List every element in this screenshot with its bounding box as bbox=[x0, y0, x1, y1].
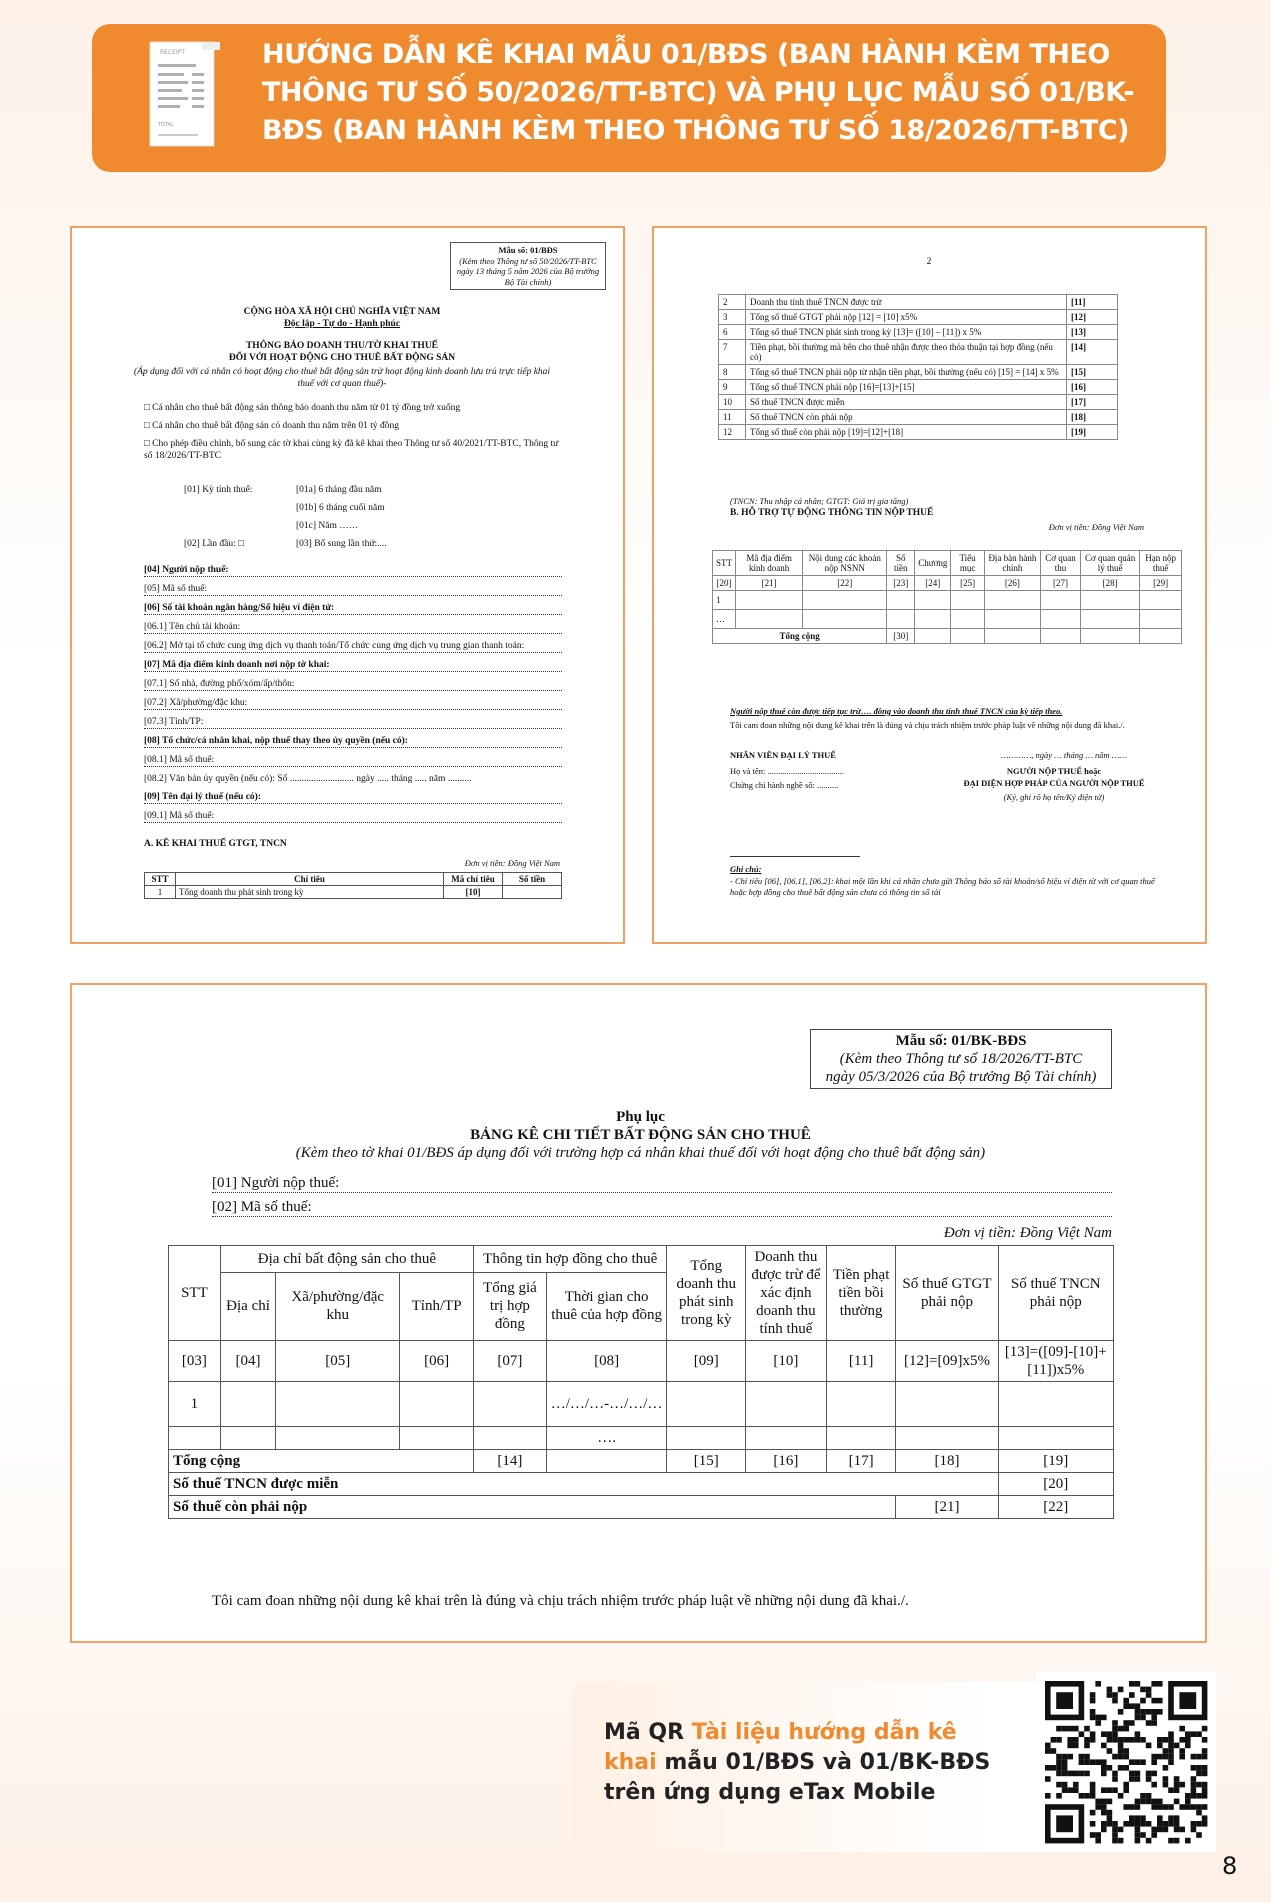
table-row: …. bbox=[169, 1427, 1114, 1450]
qr-highlight: Tài liệu hướng dẫn kê khai bbox=[604, 1720, 957, 1775]
receipt-title: RECEIPT bbox=[160, 49, 185, 56]
signer-line-3: (Ký, ghi rõ họ tên/Ký điện tử) bbox=[1003, 792, 1105, 802]
carry-forward-note: Người nộp thuế còn được tiếp tục trừ…. đồng vào doanh thu tính thuế TNCN của kỳ tiếp theo. bbox=[730, 706, 1063, 716]
republic-heading: CỘNG HÒA XÃ HỘI CHỦ NGHĨA VIỆT NAM bbox=[243, 307, 441, 317]
table-row: 8 Tổng số thuế TNCN phải nộp từ nhận tiền phạt, bồi thường (nếu có) [15] = [14] x 5% [15] bbox=[719, 365, 1118, 380]
field-06-1: [06.1] Tên chủ tài khoản: bbox=[144, 621, 562, 634]
field-07-1: [07.1] Số nhà, đường phố/xóm/ấp/thôn: bbox=[144, 678, 562, 691]
currency-note-2: Đơn vị tiền: Đồng Việt Nam bbox=[1048, 522, 1144, 532]
section-b-table: STT Mã địa điểm kinh doanh Nội dung các khoản nộp NSNN Số tiền Chương Tiểu mục Địa bàn hành chính Cơ quan thu Cơ quan quản lý thuế Hạn nộp thuế [20] [21] [22] [23] [24] [25] [26] [27] [28] [29] 1 … Tổng cộng [30] bbox=[712, 550, 1182, 644]
check-2: □ Cá nhân cho thuê bất động sản có doanh thu năm trên 01 tỷ đồng bbox=[144, 421, 400, 431]
form-page-2 bbox=[652, 226, 1207, 944]
appendix-title: BẢNG KÊ CHI TIẾT BẤT ĐỘNG SẢN CHO THUÊ bbox=[470, 1127, 811, 1143]
table-row: 1 …/…/…-…/…/… bbox=[169, 1382, 1114, 1427]
field-08-1: [08.1] Mã số thuế: bbox=[144, 754, 562, 767]
section-a-table: STT Chỉ tiêu Mã chỉ tiêu Số tiền 1 Tổng doanh thu phát sinh trong kỳ [10] bbox=[144, 872, 562, 899]
field-07-3: [07.3] Tỉnh/TP: bbox=[144, 716, 562, 729]
appendix-form-box: Mẫu số: 01/BK-BĐS (Kèm theo Thông tư số 18/2026/TT-BTC ngày 05/3/2026 của Bộ trưởng Bộ Tài chính) bbox=[810, 1029, 1112, 1089]
form-title-1: THÔNG BÁO DOANH THU/TỜ KHAI THUẾ bbox=[245, 341, 439, 351]
taxpayer-fields bbox=[144, 564, 562, 829]
appendix-table: STT Địa chỉ bất động sản cho thuê Thông tin hợp đồng cho thuê Tổng doanh thu phát sinh trong kỳ Doanh thu được trừ để xác định doanh thu tính thuế Tiền phạt tiền bồi thường Số thuế GTGT phải nộp Số thuế TNCN phải nộp Địa chỉ Xã/phường/đặc khu Tỉnh/TP Tổng giá trị hợp đồng Thời gian cho thuê của hợp đồng [03] [04] [05] [06] [07] [08] [09] [10] [11] [12]=[09]x5% [13]=([09]-[10]+[11])x5% 1 …/…/…-…/…/… …. Tổng cộng [14] [15] [16] [17] [18] [19] Số thuế TNCN được miễn [20] Số thuế còn phải nộp [21] [22] bbox=[168, 1245, 1114, 1519]
field-04: [04] Người nộp thuế: bbox=[144, 564, 562, 577]
table-row: Số thuế còn phải nộp [21] [22] bbox=[169, 1496, 1114, 1519]
appendix-page bbox=[70, 983, 1207, 1643]
appendix-field-01: [01] Người nộp thuế: bbox=[212, 1175, 1112, 1193]
table-row: 7 Tiền phạt, bồi thường mà bên cho thuê nhận được theo thỏa thuận tại hợp đồng (nếu có) [14] bbox=[719, 340, 1118, 365]
first-time: [02] Lần đầu: □ bbox=[184, 539, 244, 549]
notes-text: - Chỉ tiêu [06], [06.1], [06.2]: khai một lần khi cá nhân chưa gửi Thông báo số tài khoản/số hiệu ví điện tử với cơ quan thuế hoặc hợp đồng cho thuê bất động sản chưa có thông tin số tài bbox=[730, 876, 1155, 897]
qr-rest: mẫu 01/BĐS và 01/BK-BĐS trên ứng dụng eTax Mobile bbox=[604, 1750, 991, 1805]
field-06-2: [06.2] Mở tại tổ chức cung ứng dịch vụ thanh toán/Tổ chức cung ứng dịch vụ trung gian thanh toán: bbox=[144, 640, 562, 653]
field-09: [09] Tên đại lý thuế (nếu có): bbox=[144, 791, 562, 804]
notes-title: Ghi chú: bbox=[730, 864, 762, 874]
qr-code-icon[interactable] bbox=[1036, 1672, 1216, 1852]
section-a-table-cont bbox=[718, 294, 1118, 440]
section-a-title: A. KÊ KHAI THUẾ GTGT, TNCN bbox=[144, 839, 287, 849]
agent-cert: Chứng chỉ hành nghề số: .......... bbox=[730, 780, 839, 790]
appendix-field-02: [02] Mã số thuế: bbox=[212, 1199, 1112, 1217]
signer-line-1: NGƯỜI NỘP THUẾ hoặc bbox=[1006, 766, 1102, 776]
table-row: … bbox=[713, 610, 1182, 629]
motto: Độc lập - Tự do - Hạnh phúc bbox=[283, 319, 401, 329]
field-09-1: [09.1] Mã số thuế: bbox=[144, 810, 562, 823]
period-label: [01] Kỳ tính thuế: bbox=[184, 485, 253, 495]
field-08-2: [08.2] Văn bản ủy quyền (nếu có): Số ........................... ngày ..... tháng ..... năm .......... bbox=[144, 774, 472, 784]
abbreviations: (TNCN: Thu nhập cá nhân; GTGT: Giá trị gia tăng) bbox=[730, 496, 909, 506]
appendix-commitment: Tôi cam đoan những nội dung kê khai trên là đúng và chịu trách nhiệm trước pháp luật về những nội dung đã khai./. bbox=[212, 1593, 909, 1609]
qr-label: Mã QR bbox=[604, 1720, 685, 1745]
form-title-2: ĐỐI VỚI HOẠT ĐỘNG CHO THUÊ BẤT ĐỘNG SẢN bbox=[228, 353, 456, 363]
currency-note: Đơn vị tiền: Đồng Việt Nam bbox=[464, 858, 560, 868]
table-row: 3 Tổng số thuế GTGT phải nộp [12] = [10] x5% [12] bbox=[719, 310, 1118, 325]
table-row: 2 Doanh thu tính thuế TNCN được trừ [11] bbox=[719, 295, 1118, 310]
table-row: 11 Số thuế TNCN còn phải nộp [18] bbox=[719, 410, 1118, 425]
receipt-icon bbox=[144, 40, 228, 152]
form-number-box: Mẫu số: 01/BĐS (Kèm theo Thông tư số 50/2026/TT-BTC ngày 13 tháng 5 năm 2026 của Bộ trưởng Bộ Tài chính) bbox=[450, 242, 606, 290]
agent-name: Họ và tên: .................................... bbox=[730, 766, 845, 776]
table-row: 6 Tổng số thuế TNCN phát sinh trong kỳ [13]= ([10] – [11]) x 5% [13] bbox=[719, 325, 1118, 340]
table-row: 12 Tổng số thuế còn phải nộp [19]=[12]+[18] [19] bbox=[719, 425, 1118, 440]
banner-title: HƯỚNG DẪN KÊ KHAI MẪU 01/BĐS (BAN HÀNH KÈM THEO THÔNG TƯ SỐ 50/2026/TT-BTC) VÀ PHỤ LỤC MẪU SỐ 01/BK-BĐS (BAN HÀNH KÈM THEO THÔNG TƯ SỐ 18/2026/TT-BTC) bbox=[262, 39, 1135, 146]
applies-note: (Áp dụng đối với cá nhân có hoạt động cho thuê bất động sản trừ hoạt động kinh doanh lưu trú trực tiếp khai thuế với cơ quan thuế)- bbox=[133, 367, 551, 389]
page-2-number: 2 bbox=[926, 257, 932, 267]
divider bbox=[730, 856, 860, 857]
table-row: 9 Tổng số thuế TNCN phải nộp [16]=[13]+[15] [16] bbox=[719, 380, 1118, 395]
supplement: [03] Bổ sung lần thứ:.... bbox=[296, 539, 387, 549]
appendix-label: Phụ lục bbox=[616, 1109, 665, 1125]
qr-caption bbox=[604, 1718, 1004, 1808]
appendix-subtitle: (Kèm theo tờ khai 01/BĐS áp dụng đối với trường hợp cá nhân khai thuế đối với hoạt động cho thuê bất động sản) bbox=[295, 1145, 986, 1161]
table-row: Tổng cộng [30] bbox=[713, 629, 1182, 644]
period-3: [01c] Năm …… bbox=[296, 521, 359, 531]
agent-title: NHÂN VIÊN ĐẠI LÝ THUẾ bbox=[730, 750, 836, 760]
date-line: …………, ngày … tháng … năm …… bbox=[1001, 750, 1127, 760]
appendix-currency: Đơn vị tiền: Đồng Việt Nam bbox=[943, 1225, 1112, 1241]
page-number: 8 bbox=[1222, 1852, 1238, 1880]
period-1: [01a] 6 tháng đầu năm bbox=[296, 485, 382, 495]
table-row: 1 bbox=[713, 591, 1182, 610]
field-06: [06] Số tài khoản ngân hàng/Số hiệu ví điện tử: bbox=[144, 602, 562, 615]
check-3: □ Cho phép điều chỉnh, bổ sung các tờ khai cùng kỳ đã kê khai theo Thông tư số 40/2021/TT-BTC, Thông tư số 18/2026/TT-BTC bbox=[144, 439, 559, 461]
signer-line-2: ĐẠI DIỆN HỢP PHÁP CỦA NGƯỜI NỘP THUẾ bbox=[963, 778, 1145, 788]
field-08: [08] Tổ chức/cá nhân khai, nộp thuế thay theo ủy quyền (nếu có): bbox=[144, 735, 562, 748]
field-07: [07] Mã địa điểm kinh doanh nơi nộp tờ khai: bbox=[144, 659, 562, 672]
period-2: [01b] 6 tháng cuối năm bbox=[296, 503, 385, 513]
form-page-1 bbox=[70, 226, 625, 944]
receipt-total: TOTAL bbox=[158, 122, 174, 128]
commitment: Tôi cam đoan những nội dung kê khai trên là đúng và chịu trách nhiệm trước pháp luật về những nội dung đã khai./. bbox=[730, 720, 1125, 730]
table-row: 1 Tổng doanh thu phát sinh trong kỳ [10] bbox=[145, 886, 562, 899]
section-b-title: B. HỖ TRỢ TỰ ĐỘNG THÔNG TIN NỘP THUẾ bbox=[730, 508, 934, 518]
table-row: Số thuế TNCN được miễn [20] bbox=[169, 1473, 1114, 1496]
field-05: [05] Mã số thuế: bbox=[144, 583, 562, 596]
table-row: 10 Số thuế TNCN được miễn [17] bbox=[719, 395, 1118, 410]
check-1: □ Cá nhân cho thuê bất động sản thông báo doanh thu năm từ 01 tỷ đồng trở xuống bbox=[144, 403, 461, 413]
table-row: Tổng cộng [14] [15] [16] [17] [18] [19] bbox=[169, 1450, 1114, 1473]
field-07-2: [07.2] Xã/phường/đặc khu: bbox=[144, 697, 562, 710]
